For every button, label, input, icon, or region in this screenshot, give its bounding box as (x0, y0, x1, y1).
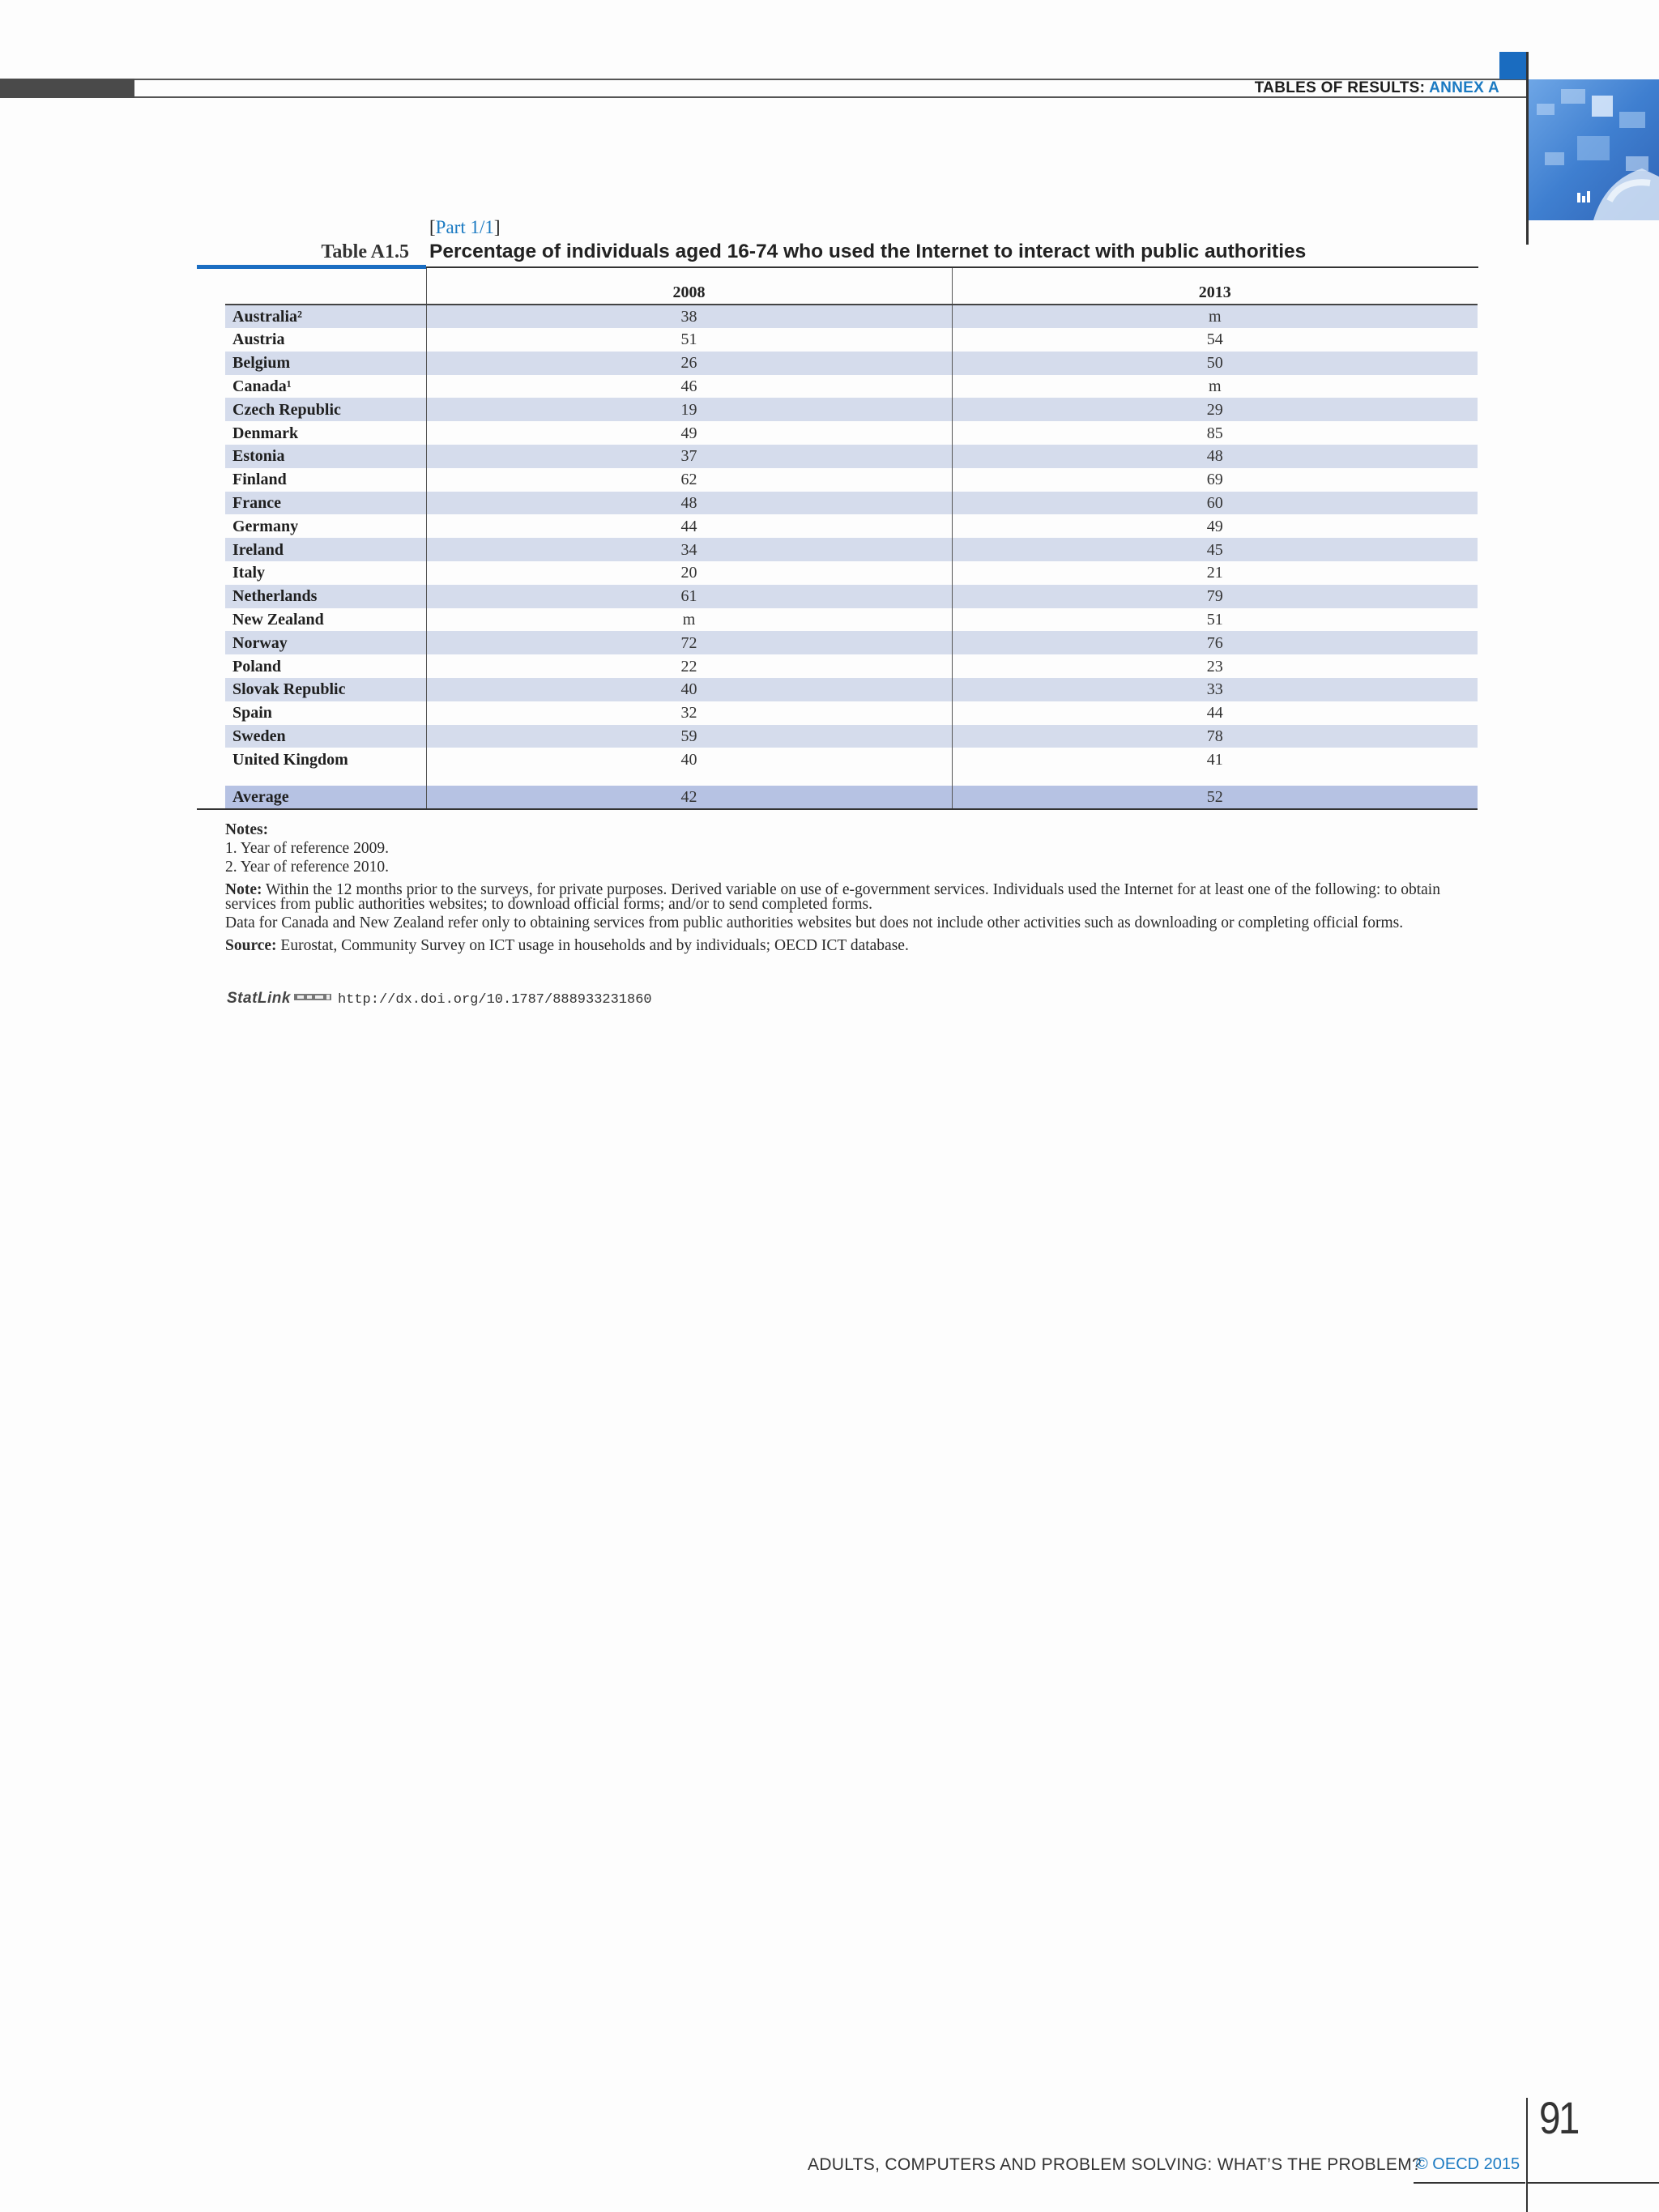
value-2013-cell: 21 (952, 561, 1478, 585)
value-2008-cell: 48 (426, 492, 952, 515)
value-2008-cell: 51 (426, 328, 952, 352)
value-2008-cell: 38 (426, 305, 952, 328)
note-label: Note: (225, 881, 262, 898)
country-cell: Poland (232, 657, 282, 676)
value-2013-cell: 60 (952, 492, 1478, 515)
country-cell: Canada¹ (232, 377, 292, 395)
table-part-label (429, 217, 501, 238)
statlink-logo: StatLink (227, 990, 291, 1007)
spacer-row (225, 771, 1478, 786)
running-header (1255, 79, 1499, 97)
decorative-photo (1529, 79, 1659, 220)
value-2013-cell: m (952, 375, 1478, 399)
country-cell: Austria (232, 330, 285, 349)
value-2008-cell: 61 (426, 585, 952, 608)
country-header (225, 268, 426, 305)
value-2013-cell: 44 (952, 701, 1478, 725)
statlink (227, 990, 652, 1008)
notes-heading: Notes: (225, 821, 269, 838)
table-header-row (225, 268, 1478, 305)
table-row (225, 725, 1478, 748)
value-2008-cell: 22 (426, 654, 952, 678)
value-2013-cell: 41 (952, 748, 1478, 771)
corner-blue-square (1499, 52, 1527, 79)
source-text: Eurostat, Community Survey on ICT usage in households and by individuals; OECD ICT database. (280, 937, 909, 954)
header-section: TABLES OF RESULTS: (1254, 79, 1426, 96)
note-data: Data for Canada and New Zealand refer only to obtaining services from public authorities websites but does not include other activities such as downloading or completing official forms. (225, 914, 1404, 931)
average-label-cell: Average (225, 786, 426, 809)
average-2008-cell: 42 (426, 786, 952, 809)
spacer-cell (225, 771, 426, 786)
country-cell: France (225, 492, 426, 515)
table-row (225, 421, 1478, 445)
country-cell: Australia² (225, 305, 426, 328)
page-number: 91 (1539, 2092, 1578, 2143)
column-header-2008: 2008 (426, 268, 952, 305)
table-row (225, 468, 1478, 492)
country-cell: Belgium (225, 352, 426, 375)
value-2008-cell: 72 (426, 631, 952, 654)
note-text: Within the 12 months prior to the surveys, for private purposes. Derived variable on use of e-government services. Individuals used the Internet for at least one of the following: to obtain services from public authorities websites; to download official forms; and/or to send completed forms. (225, 881, 1440, 913)
country-cell: Czech Republic (225, 398, 426, 421)
value-2013-cell: 23 (952, 654, 1478, 678)
country-cell: Denmark (232, 424, 299, 442)
table-id: Table A1.5 (321, 241, 409, 262)
column-header-2013: 2013 (952, 268, 1478, 305)
table-row (225, 748, 1478, 771)
value-2008-cell: 59 (426, 725, 952, 748)
statlink-icon (294, 991, 333, 1007)
table-row (225, 445, 1478, 468)
footer-book-title: ADULTS, COMPUTERS AND PROBLEM SOLVING: WHAT’S THE PROBLEM? (808, 2155, 1422, 2174)
value-2013-cell: 54 (952, 328, 1478, 352)
table-row (225, 352, 1478, 375)
value-2013-cell: 78 (952, 725, 1478, 748)
part-bracket-close: ] (493, 217, 501, 237)
value-2008-cell: 32 (426, 701, 952, 725)
table-row (225, 328, 1478, 352)
table-row (225, 631, 1478, 654)
table-row (225, 561, 1478, 585)
footer-rule-right (1528, 2182, 1659, 2184)
value-2013-cell: 33 (952, 678, 1478, 701)
note-2: 2. Year of reference 2010. (225, 859, 389, 876)
note-1: 1. Year of reference 2009. (225, 840, 389, 857)
table-row (225, 701, 1478, 725)
value-2008-cell: 37 (426, 445, 952, 468)
value-2008-cell: 46 (426, 375, 952, 399)
value-2013-cell: 69 (952, 468, 1478, 492)
value-2013-cell: 50 (952, 352, 1478, 375)
country-cell: United Kingdom (232, 750, 348, 769)
value-2008-cell: 20 (426, 561, 952, 585)
value-2013-cell: 45 (952, 538, 1478, 561)
country-cell: Slovak Republic (225, 678, 426, 701)
table-row (225, 678, 1478, 701)
table-row (225, 492, 1478, 515)
table-row (225, 608, 1478, 632)
country-cell: Sweden (225, 725, 426, 748)
average-2013-cell: 52 (952, 786, 1478, 809)
value-2008-cell: 49 (426, 421, 952, 445)
table-row (225, 398, 1478, 421)
value-2013-cell: m (952, 305, 1478, 328)
value-2008-cell: 44 (426, 514, 952, 538)
value-2008-cell: 40 (426, 678, 952, 701)
header-bar-dark (0, 79, 134, 98)
value-2013-cell: 48 (952, 445, 1478, 468)
table-row (225, 585, 1478, 608)
value-2013-cell: 79 (952, 585, 1478, 608)
value-2013-cell: 49 (952, 514, 1478, 538)
value-2008-cell: m (426, 608, 952, 632)
value-2008-cell: 26 (426, 352, 952, 375)
country-cell: Finland (232, 471, 287, 489)
footer-rule (1414, 2182, 1525, 2184)
table-row (225, 654, 1478, 678)
value-2013-cell: 29 (952, 398, 1478, 421)
footer-copyright: © OECD 2015 (1416, 2155, 1520, 2173)
value-2013-cell: 76 (952, 631, 1478, 654)
country-cell: Spain (232, 704, 272, 722)
value-2008-cell: 34 (426, 538, 952, 561)
value-2013-cell: 85 (952, 421, 1478, 445)
statlink-url[interactable]: http://dx.doi.org/10.1787/888933231860 (337, 992, 652, 1008)
value-2008-cell: 40 (426, 748, 952, 771)
country-cell: Italy (232, 564, 265, 582)
table-title: Percentage of individuals aged 16-74 who used the Internet to interact with public authorities (429, 241, 1307, 262)
data-table (225, 268, 1478, 810)
header-annex: ANNEX A (1429, 79, 1499, 96)
country-cell: Ireland (225, 538, 426, 561)
table-row (225, 375, 1478, 399)
table-row (225, 305, 1478, 328)
country-cell: New Zealand (232, 610, 324, 629)
spacer-cell (952, 771, 1478, 786)
source-label: Source: (225, 937, 277, 954)
table-bottom-rule-left (197, 808, 225, 810)
value-2013-cell: 51 (952, 608, 1478, 632)
source-note (225, 939, 1478, 953)
table-row (225, 514, 1478, 538)
part-bracket-open: [ (429, 217, 436, 237)
footer-vertical-rule (1526, 2098, 1528, 2212)
country-cell: Estonia (225, 445, 426, 468)
average-row (225, 786, 1478, 809)
country-cell: Germany (232, 517, 299, 535)
country-cell: Netherlands (225, 585, 426, 608)
note-general (225, 883, 1478, 912)
country-cell: Norway (225, 631, 426, 654)
spacer-cell (426, 771, 952, 786)
part-link[interactable]: Part 1/1 (435, 217, 494, 237)
value-2008-cell: 62 (426, 468, 952, 492)
value-2008-cell: 19 (426, 398, 952, 421)
table-row (225, 538, 1478, 561)
table-notes (225, 823, 1478, 961)
